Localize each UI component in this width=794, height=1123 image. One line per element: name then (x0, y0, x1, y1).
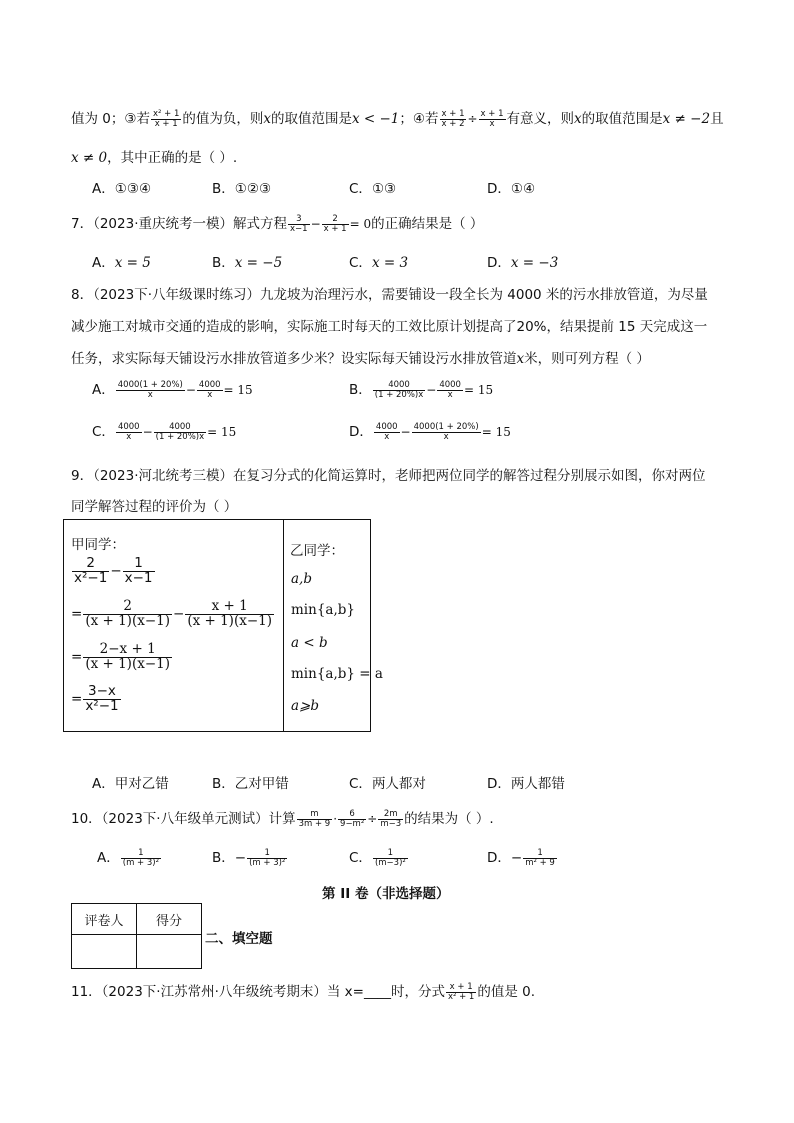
q8-option-a[interactable]: A． $\frac{4000(1 + 20\%)}{x}$ − $\frac{4000}{x}$ = 15 (92, 380, 253, 400)
jia-step3: = $\frac{2-x + 1}{(x + 1)(x-1)}$ (71, 641, 170, 672)
q7-stem: 7．（2023·重庆统考一模）解式方程 $\frac{3}{x-1}$ − $\frac{2}{x + 1}$ = 0的正确结果是（ ） (71, 214, 484, 234)
jia-step4: = $\frac{3-x}{\text{x²−1}}$ (71, 683, 119, 714)
q9-box-divider (283, 519, 284, 731)
q6-option-c[interactable]: C．①③ (349, 181, 397, 197)
q8-line2: 减少施工对城市交通的造成的影响，实际施工时每天的工效比原计划提高了20%，结果提前 15 天完成这一 (71, 319, 708, 335)
jia-step2: = $\frac{2}{(x + 1)(x-1)}$ − $\frac{x + 1}{(x + 1)(x-1)}$ (71, 598, 272, 629)
q9-option-c[interactable]: C．两人都对 (349, 776, 426, 792)
q6-text-a: 值为 0；③若 (71, 111, 150, 127)
section2-heading: 二、填空题 (205, 931, 273, 947)
q10-option-a[interactable]: A． $\frac{1}{\text{(m + 3)²}}$ (97, 848, 160, 868)
q9-option-a[interactable]: A．甲对乙错 (92, 776, 169, 792)
q6-option-b[interactable]: B．①②③ (212, 181, 272, 197)
q11-stem: 11．（2023下·江苏常州·八年级统考期末）当 x=____时，分式 $\frac{x + 1}{\text{x² + 1}}$ 的值是 0. (71, 982, 536, 1002)
grader-cell[interactable] (72, 935, 137, 969)
section2-title: 第 II 卷（非选择题） (322, 886, 450, 902)
q7-option-c[interactable]: C．x = 3 (349, 255, 409, 271)
q7-option-b[interactable]: B．x = −5 (212, 255, 283, 271)
yi-line-1: a,b (291, 571, 312, 587)
q8-option-b[interactable]: B． $\frac{4000}{(1 + 20\%)x}$ − $\frac{4000}{x}$ = 15 (349, 380, 494, 400)
yi-title: 乙同学： (290, 543, 344, 559)
q8-line3: 任务，求实际每天铺设污水排放管道多少米？设实际每天铺设污水排放管道x米，则可列方程（ ） (71, 351, 650, 367)
q10-option-c[interactable]: C． $\frac{1}{\text{(m−3)²}}$ (349, 848, 406, 868)
q6-frac1: $\frac{\text{x² + 1}}{x + 1}$ (152, 109, 180, 129)
q10-option-d[interactable]: D．− $\frac{1}{\text{m² + 9}}$ (487, 848, 555, 868)
yi-line-2: min{a,b} (291, 602, 355, 618)
q7-option-a[interactable]: A．x = 5 (92, 255, 151, 271)
q8-option-c[interactable]: C． $\frac{4000}{x}$ − $\frac{4000}{(1 + 20\%)x}$ = 15 (92, 422, 237, 442)
jia-title: 甲同学： (71, 537, 125, 553)
q10-option-b[interactable]: B．− $\frac{1}{\text{(m + 3)²}}$ (212, 848, 286, 868)
score-header: 得分 (137, 904, 202, 935)
q6-option-a[interactable]: A．①③④ (92, 181, 152, 197)
score-cell[interactable] (137, 935, 202, 969)
q8-line1: 8．（2023下·八年级课时练习）九龙坡为治理污水，需要铺设一段全长为 4000 米的污水排放管道，为尽量 (71, 287, 708, 303)
q8-option-d[interactable]: D． $\frac{4000}{x}$ − $\frac{4000(1 + 20\%)}{x}$ = 15 (349, 422, 511, 442)
q9-line2: 同学解答过程的评价为（ ） (71, 499, 238, 515)
q9-option-b[interactable]: B．乙对甲错 (212, 776, 289, 792)
jia-step1: $\frac{2}{\text{x²−1}}$ − $\frac{1}{x-1}$ (74, 555, 153, 586)
q7-option-d[interactable]: D．x = −3 (487, 255, 559, 271)
yi-line-4: min{a,b} = a (291, 666, 383, 682)
q9-line1: 9．（2023·河北统考三模）在复习分式的化简运算时，老师把两位同学的解答过程分别展示如图，你对两位 (71, 468, 706, 484)
grader-header: 评卷人 (72, 904, 137, 935)
yi-line-3: a < b (291, 635, 328, 651)
q10-stem: 10．（2023下·八年级单元测试）计算 $\frac{m}{3m + 9}$ · $\frac{6}{\text{9−m²}}$ ÷ $\frac{2m}{m-3}$ 的结果为（ ）. (71, 809, 494, 829)
score-table (71, 903, 202, 969)
q6-line2: x ≠ 0，其中正确的是（ ）. (71, 150, 238, 166)
q6-line1: 值为 0；③若 $\frac{\text{x² + 1}}{x + 1}$ 的值为负，则x的取值范围是x < −1；④若 $\frac{x + 1}{x + 2}$ ÷ $\frac{x + 1}{x}$ 有意义，则x的取值范围是x ≠ −2且 (71, 109, 724, 129)
q9-option-d[interactable]: D．两人都错 (487, 776, 565, 792)
q6-option-d[interactable]: D．①④ (487, 181, 536, 197)
yi-line-5: a⩾b (291, 698, 320, 714)
